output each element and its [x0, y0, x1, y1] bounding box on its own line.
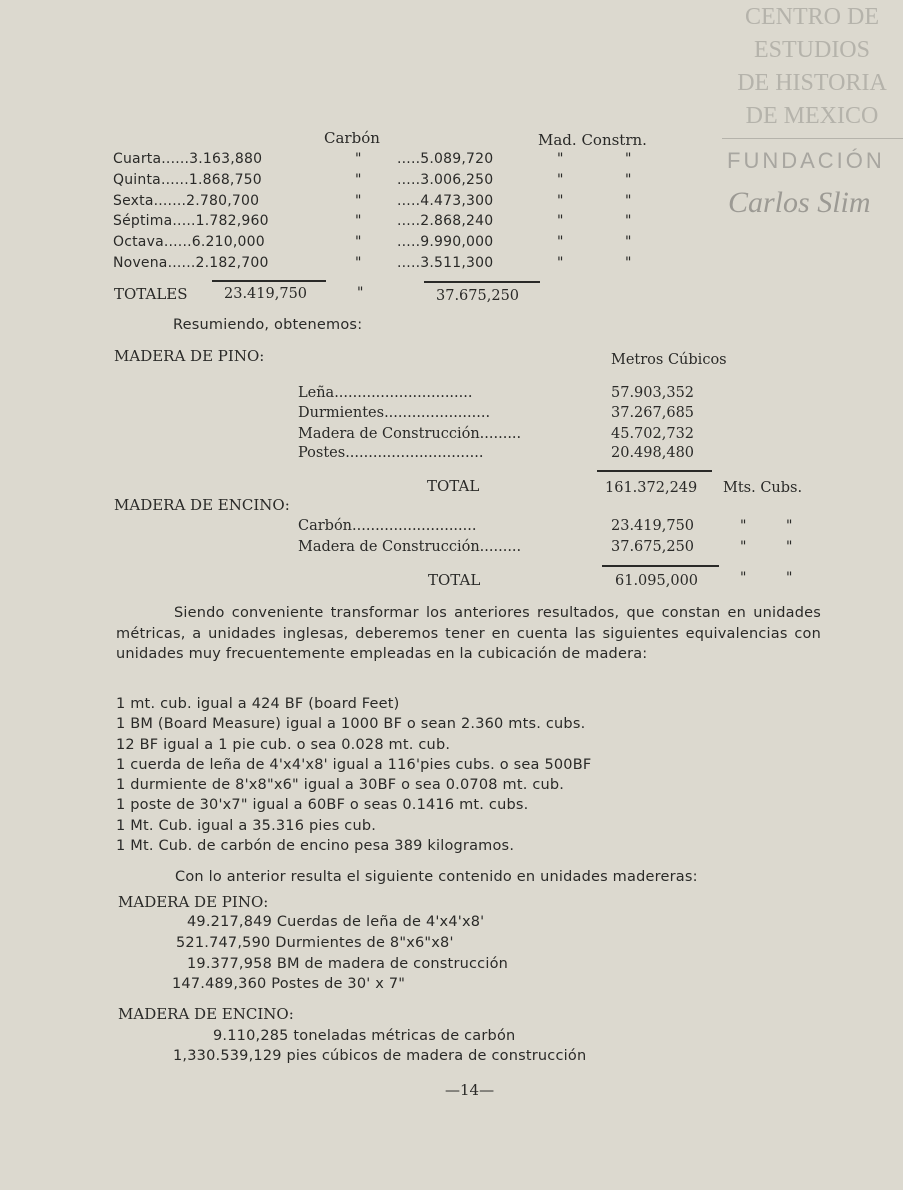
ditto-mark: " — [355, 255, 362, 271]
ditto-mark: " — [557, 172, 564, 188]
list-item: 1 BM (Board Measure) igual a 1000 BF o sean 2.360 mts. cubs. — [116, 716, 586, 732]
summary-value: 37.675,250 — [611, 539, 695, 555]
list-item: 521.747,590 Durmientes de 8"x6"x8' — [176, 935, 454, 951]
ditto-mark: " — [355, 234, 362, 250]
table-row: Sexta.......2.780,700 — [113, 193, 260, 209]
watermark-line: DE MEXICO — [745, 103, 879, 129]
ditto-mark: " — [625, 193, 632, 209]
table-row: Quinta......1.868,750 — [113, 172, 262, 188]
header-carbon: Carbón — [324, 129, 380, 147]
ditto-mark: " — [786, 518, 793, 534]
summary-value: 23.419,750 — [611, 518, 695, 534]
unit-header: Metros Cúbicos — [611, 352, 727, 368]
table-row: Octava......6.210,000 — [113, 234, 265, 250]
watermark-line: CENTRO DE — [745, 4, 879, 30]
table-cell-mad: .....3.006,250 — [397, 172, 494, 188]
summary-row: Madera de Construcción......... — [298, 539, 522, 555]
total-value: 161.372,249 — [605, 480, 698, 496]
table-cell-mad: .....2.868,240 — [397, 213, 494, 229]
paragraph-equivalences-intro: Siendo conveniente transformar los anteriores resultados, que constan en unidades métricas, a unidades inglesas, deberemos tener en cuenta las siguientes equivalencias con unidades muy frecuentemente empleadas en la cubicación de madera: — [116, 605, 821, 662]
watermark-divider — [722, 138, 903, 139]
ditto-mark: " — [625, 151, 632, 167]
total-label: TOTAL — [427, 477, 480, 495]
ditto-mark: " — [355, 151, 362, 167]
ditto-mark: " — [625, 234, 632, 250]
total-value: 61.095,000 — [615, 573, 699, 589]
ditto-mark: " — [557, 255, 564, 271]
summary-row: Durmientes....................... — [298, 405, 491, 421]
list-item: 1 poste de 30'x7" igual a 60BF o seas 0.1416 mt. cubs. — [116, 797, 529, 813]
totals-mad: 37.675,250 — [436, 288, 520, 304]
list-item: 1 cuerda de leña de 4'x4'x8' igual a 116'pies cubs. o sea 500BF — [116, 757, 592, 773]
section-heading: MADERA DE PINO: — [118, 893, 269, 911]
table-row: Séptima.....1.782,960 — [113, 213, 269, 229]
summary-value: 20.498,480 — [611, 445, 695, 461]
table-cell-mad: .....3.511,300 — [397, 255, 494, 271]
total-rule — [424, 281, 540, 283]
list-item: 12 BF igual a 1 pie cub. o sea 0.028 mt. cub. — [116, 737, 451, 753]
ditto-mark: " — [786, 570, 793, 586]
resumiendo-text: Resumiendo, obtenemos: — [173, 317, 363, 333]
ditto-mark: " — [740, 518, 747, 534]
total-unit: Mts. Cubs. — [723, 480, 803, 496]
section-heading: MADERA DE ENCINO: — [118, 1005, 294, 1023]
ditto-mark: " — [625, 255, 632, 271]
summary-row: Carbón........................... — [298, 518, 477, 534]
page-number: —14— — [445, 1081, 495, 1099]
watermark-line: ESTUDIOS — [753, 37, 870, 63]
list-item: 147.489,360 Postes de 30' x 7" — [172, 976, 406, 992]
total-rule — [597, 470, 712, 472]
total-rule — [212, 280, 326, 282]
list-item: 1 Mt. Cub. igual a 35.316 pies cub. — [116, 818, 377, 834]
ditto-mark: " — [557, 234, 564, 250]
list-item: 1 mt. cub. igual a 424 BF (board Feet) — [116, 696, 400, 712]
list-item: 19.377,958 BM de madera de construcción — [187, 956, 509, 972]
ditto-mark: " — [740, 539, 747, 555]
table-cell-mad: .....4.473,300 — [397, 193, 494, 209]
table-cell-mad: .....5.089,720 — [397, 151, 494, 167]
ditto-mark: " — [740, 570, 747, 586]
list-item: 1,330.539,129 pies cúbicos de madera de construcción — [173, 1048, 587, 1064]
summary-row: Madera de Construcción......... — [298, 426, 522, 442]
totals-label: TOTALES — [114, 285, 188, 303]
summary-value: 57.903,352 — [611, 385, 695, 401]
ditto-mark: " — [786, 539, 793, 555]
section-heading: MADERA DE PINO: — [114, 347, 265, 365]
ditto-mark: " — [355, 193, 362, 209]
ditto-mark: " — [557, 193, 564, 209]
paragraph-units-intro: Con lo anterior resulta el siguiente contenido en unidades madereras: — [175, 869, 698, 885]
watermark-fundacion: FUNDACIÓN — [727, 148, 885, 173]
table-row: Novena......2.182,700 — [113, 255, 269, 271]
summary-value: 45.702,732 — [611, 426, 695, 442]
list-item: 1 Mt. Cub. de carbón de encino pesa 389 kilogramos. — [116, 838, 515, 854]
total-label: TOTAL — [428, 571, 481, 589]
table-row: Cuarta......3.163,880 — [113, 151, 263, 167]
ditto-mark: " — [357, 285, 364, 301]
ditto-mark: " — [625, 213, 632, 229]
section-heading: MADERA DE ENCINO: — [114, 496, 290, 514]
summary-value: 37.267,685 — [611, 405, 695, 421]
watermark-line: DE HISTORIA — [737, 70, 887, 96]
ditto-mark: " — [355, 172, 362, 188]
ditto-mark: " — [557, 213, 564, 229]
ditto-mark: " — [625, 172, 632, 188]
ditto-mark: " — [557, 151, 564, 167]
summary-row: Postes.............................. — [298, 445, 484, 461]
list-item: 1 durmiente de 8'x8"x6" igual a 30BF o sea 0.0708 mt. cub. — [116, 777, 565, 793]
total-rule — [602, 565, 719, 567]
watermark-signature: Carlos Slim — [728, 186, 871, 219]
list-item: 9.110,285 toneladas métricas de carbón — [213, 1028, 516, 1044]
totals-carbon: 23.419,750 — [224, 286, 308, 302]
ditto-mark: " — [355, 213, 362, 229]
header-mad-constrn: Mad. Constrn. — [538, 131, 647, 149]
summary-row: Leña.............................. — [298, 385, 473, 401]
table-cell-mad: .....9.990,000 — [397, 234, 494, 250]
list-item: 49.217,849 Cuerdas de leña de 4'x4'x8' — [187, 914, 485, 930]
